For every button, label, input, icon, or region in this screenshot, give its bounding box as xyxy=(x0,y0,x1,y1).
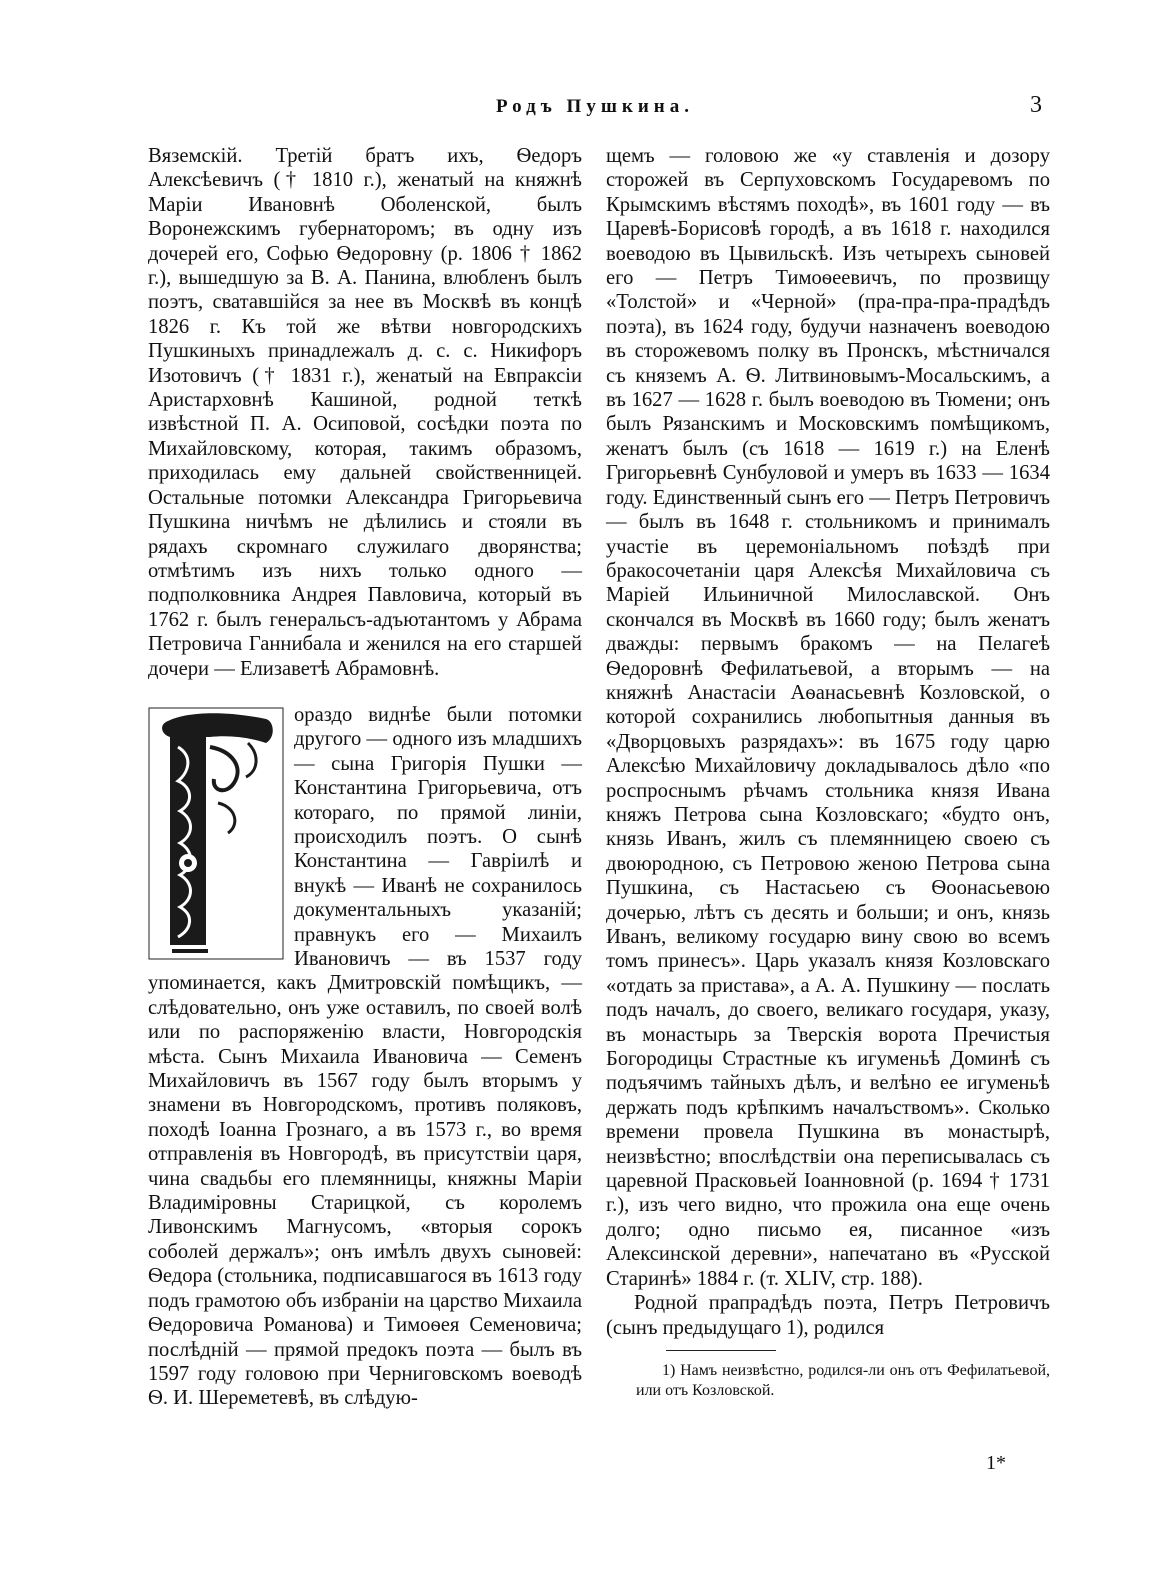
footnote: 1) Намъ неизвѣстно, родился-ли онъ отъ Фефилатьевой, или отъ Козловской. xyxy=(636,1361,1050,1399)
right-paragraph-2: Родной прапрадѣдъ поэта, Петръ Петровичъ (сынъ предыдущаго 1), родился xyxy=(606,1292,1050,1339)
right-column xyxy=(606,144,1050,1401)
footnote-separator xyxy=(666,1350,776,1351)
signature-mark: 1* xyxy=(986,1452,1006,1474)
left-column xyxy=(148,144,582,1411)
running-title: Родъ Пушкина. xyxy=(496,96,694,117)
right-paragraph-1: щемъ — головою же «у ставленія и дозору сторожей въ Серпуховскомъ Государевомъ по Крымскимъ вѣстямъ походѣ», въ 1601 году — въ Царевѣ-Борисовѣ городѣ, а въ 1618 г. находился воеводою въ Цывильскѣ. Изъ четырехъ сыновей его — Петръ Тимоѳеевичъ, по прозвищу «Толстой» и «Черной» (пра-пра-пра-прадѣдъ поэта), въ 1624 году, будучи назначенъ воеводою въ сторожевомъ полку въ Пронскъ, мѣстничался съ княземъ А. Ѳ. Литвиновымъ-Мосальскимъ, а въ 1627 — 1628 г. былъ воеводою въ Тюмени; онъ былъ Рязанскимъ и Московскимъ помѣщикомъ, женатъ былъ (съ 1618 — 1619 г.) на Еленѣ Григорьевнѣ Сунбуловой и умеръ въ 1633 — 1634 году. Единственный сынъ его — Петръ Петровичъ — былъ въ 1648 г. стольникомъ и принималъ участіе въ церемоніальномъ поѣздѣ при бракосочетаніи царя Алексѣя Михайловича съ Маріей Ильиничной Милославской. Онъ скончался въ Москвѣ въ 1660 году; былъ женатъ дважды: первымъ бракомъ — на Пелагеѣ Ѳедоровнѣ Фефилатьевой, а вторымъ — на княжнѣ Анастасіи Аѳанасьевнѣ Козловской, о которой сохранились любопытныя данныя въ «Дворцовыхъ разрядахъ»: въ 1675 году царю Алексѣю Михайловичу докладывалось дѣло «по роспроснымъ рѣчамъ стольника князя Ивана княжъ Петрова сына Козловскаго; «будто онъ, князь Иванъ, жилъ съ племянницею своею съ двоюродною, съ Петровою женою Петрова сына Пушкина, съ Настасьею съ Ѳоонасьевою дочерью, лѣтъ съ десять и больши; и онъ, князь Иванъ, великому государю вину свою во всемъ томъ принесъ». Царь указалъ князя Козловскаго «отдать за пристава», а А. А. Пушкину — послать подъ началъ, до своего, великаго государя, указу, въ монастырь за Тверскія ворота Пречистыя Богородицы Страстные къ игуменьѣ Доминѣ съ подъячимъ тайныхъ дѣлъ, и велѣно ее игуменьѣ держать подъ крѣпкимъ началъствомъ». Сколько времени провела Пушкина въ монастырѣ, неизвѣстно; впослѣдствіи она переписывалась съ царевной Прасковьей Іоанновной (р. 1694 † 1731 г.), изъ чего видно, что прожила она еще очень долго; одно письмо ея, писанное «изъ Алексинской деревни», напечатано въ «Русской Старинѣ» 1884 г. (т. XLIV, стр. 188). xyxy=(606,145,1050,1290)
dropcap-paragraph xyxy=(148,703,582,1411)
left-paragraph-1: Вяземскій. Третій братъ ихъ, Ѳедоръ Алексѣевичъ († 1810 г.), женатый на княжнѣ Маріи Ивановнѣ Оболенской, былъ Воронежскимъ губернаторомъ; въ одну изъ дочерей его, Софью Ѳедоровну (р. 1806 † 1862 г.), вышедшую за В. А. Панина, влюбленъ былъ поэтъ, сватавшійся за нее въ Москвѣ въ концѣ 1826 г. Къ той же вѣтви новгородскихъ Пушкиныхъ принадлежалъ д. с. с. Никифоръ Изотовичъ († 1831 г.), женатый на Евпраксіи Аристарховнѣ Кашиной, родной теткѣ извѣстной П. А. Осиповой, сосѣдки поэта по Михайловскому, которая, такимъ образомъ, приходилась ему дальней свойственницей. Остальные потомки Александра Григорьевича Пушкина ничѣмъ не дѣлились и стояли въ рядахъ скромнаго служилаго дворянства; отмѣтимъ изъ нихъ только одного — подполковника Андрея Павловича, который въ 1762 г. былъ генеральсъ-адъютантомъ у Абрама Петровича Ганнибала и женился на его старшей дочери — Елизаветѣ Абрамовнѣ. xyxy=(148,145,582,680)
ornamental-initial-g-icon xyxy=(148,707,284,960)
left-paragraph-2: ораздо виднѣе были потомки другого — одного изъ младшихъ — сына Григорія Пушки — Константина Григорьевича, отъ котораго, по прямой линіи, происходилъ поэтъ. О сынѣ Константина — Гавріилѣ и внукѣ — Иванѣ не сохранилось документальныхъ указаній; правнукъ его — Михаилъ Ивановичъ — въ 1537 году упоминается, какъ Дмитровскій помѣщикъ, — слѣдовательно, онъ уже оставилъ, по своей волѣ или по распоряженію власти, Новгородскія мѣста. Сынъ Михаила Ивановича — Семенъ Михайловичъ въ 1567 году былъ вторымъ у знамени въ Новгородскомъ, противъ поляковъ, походѣ Іоанна Грознаго, а въ 1573 г., во время отправленія въ Новгородѣ, въ присутствіи царя, чина свадьбы его племянницы, княжны Маріи Владиміровны Старицкой, съ королемъ Ливонскимъ Магнусомъ, «вторыя сорокъ соболей держалъ»; онъ имѣлъ двухъ сыновей: Ѳедора (стольника, подписавшагося въ 1613 году подъ грамотою объ избраніи на царство Михаила Ѳедоровича Романова) и Тимоѳея Семеновича; послѣдній — прямой предокъ поэта — былъ въ 1597 году головою при Черниговскомъ воеводѣ Ѳ. И. Шереметевѣ, въ слѣдую- xyxy=(148,703,582,1410)
page-number: 3 xyxy=(1030,92,1042,118)
